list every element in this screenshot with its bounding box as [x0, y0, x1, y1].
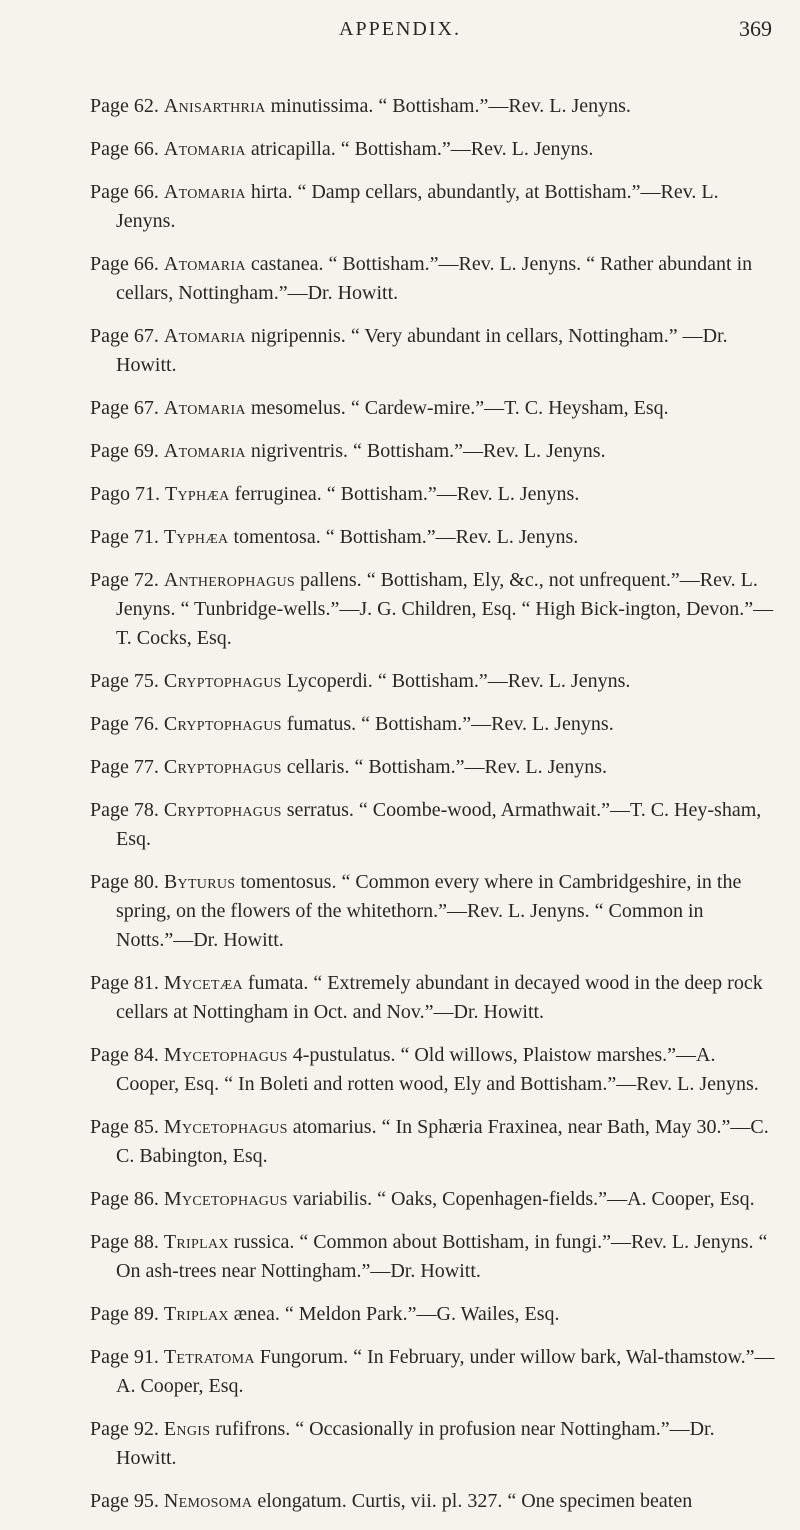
entry-note: “ In February, under willow bark, Wal-thamstow.”—A. Cooper, Esq.	[116, 1346, 775, 1397]
entry-genus: Atomaria	[163, 253, 246, 275]
entry-page-ref: Page 71.	[90, 526, 159, 548]
entry-page-ref: Page 91.	[90, 1346, 159, 1368]
entry-note: “ Bottisham.”—Rev. L. Jenyns.	[354, 756, 608, 778]
entry-note: “ Bottisham.”—Rev. L. Jenyns.	[325, 526, 579, 548]
entry-species: pallens.	[300, 569, 362, 591]
entry-genus: Typhæa	[163, 526, 229, 548]
list-item	[90, 1343, 780, 1401]
list-item	[90, 1300, 780, 1329]
entry-species: atomarius.	[292, 1116, 377, 1138]
entry-note: “ Common every where in Cambridgeshire, in the spring, on the flowers of the whitethorn.”—Rev. L. Jenyns. “ Common in Notts.”—Dr. Howitt.	[116, 871, 742, 951]
entry-species: russica.	[233, 1231, 295, 1253]
entry-note: “ Bottisham.”—Rev. L. Jenyns.	[326, 483, 580, 505]
entry-page-ref: Page 67.	[90, 325, 159, 347]
list-item	[90, 667, 780, 696]
entry-page-ref: Page 89.	[90, 1303, 159, 1325]
list-item	[90, 1487, 780, 1516]
entry-page-ref: Page 75.	[90, 670, 159, 692]
list-item	[90, 1415, 780, 1473]
list-item	[90, 1041, 780, 1099]
entry-page-ref: Page 76.	[90, 713, 159, 735]
entry-genus: Mycetophagus	[163, 1188, 288, 1210]
entry-genus: Atomaria	[163, 325, 246, 347]
entry-species: castanea.	[250, 253, 324, 275]
page-number: 369	[739, 16, 772, 41]
list-item	[90, 753, 780, 782]
entry-species: rufifrons.	[215, 1418, 291, 1440]
entry-note: “ Old willows, Plaistow marshes.”—A. Cooper, Esq. “ In Boleti and rotten wood, Ely and Bottisham.”—Rev. L. Jenyns.	[116, 1044, 759, 1095]
entry-note: “ Cardew-mire.”—T. C. Heysham, Esq.	[350, 397, 669, 419]
entries-list	[90, 92, 780, 1530]
entry-species: hirta.	[250, 181, 293, 203]
entry-note: “ Meldon Park.”—G. Wailes, Esq.	[284, 1303, 560, 1325]
entry-page-ref: Page 80.	[90, 871, 159, 893]
entry-species: ferruginea.	[234, 483, 322, 505]
list-item	[90, 178, 780, 236]
list-item	[90, 566, 780, 653]
entry-note: “ Extremely abundant in decayed wood in the deep rock cellars at Nottingham in Oct. and Nov.”—Dr. Howitt.	[116, 972, 763, 1023]
entry-species: atricapilla.	[250, 138, 336, 160]
entry-note: “ Bottisham.”—Rev. L. Jenyns.	[340, 138, 594, 160]
list-item	[90, 1228, 780, 1286]
list-item	[90, 1113, 780, 1171]
entry-species: Lycoperdi.	[286, 670, 373, 692]
entry-genus: Atomaria	[163, 440, 246, 462]
entry-genus: Antherophagus	[163, 569, 296, 591]
list-item	[90, 523, 780, 552]
entry-species: cellaris.	[286, 756, 350, 778]
entry-species: minutissima.	[270, 95, 374, 117]
entry-species: fumata.	[247, 972, 309, 994]
list-item	[90, 480, 780, 509]
list-item	[90, 322, 780, 380]
list-item	[90, 969, 780, 1027]
entry-species: nigripennis.	[250, 325, 346, 347]
list-item	[90, 868, 780, 955]
entry-page-ref: Page 88.	[90, 1231, 159, 1253]
entry-page-ref: Pago 71.	[90, 483, 160, 505]
entry-genus: Mycetophagus	[163, 1044, 288, 1066]
list-item	[90, 437, 780, 466]
entry-note: “ Bottisham.”—Rev. L. Jenyns.	[353, 440, 606, 462]
entry-page-ref: Page 78.	[90, 799, 159, 821]
entry-note: “ Occasionally in profusion near Nottingham.”—Dr. Howitt.	[116, 1418, 715, 1469]
entry-species: tomentosa.	[233, 526, 321, 548]
entry-genus: Cryptophagus	[163, 756, 282, 778]
list-item	[90, 1185, 780, 1214]
entry-page-ref: Page 86.	[90, 1188, 159, 1210]
entry-page-ref: Page 77.	[90, 756, 159, 778]
entry-genus: Triplax	[163, 1303, 229, 1325]
entry-note: “ Bottisham.”—Rev. L. Jenyns.	[377, 670, 631, 692]
list-item	[90, 394, 780, 423]
entry-genus: Triplax	[163, 1231, 229, 1253]
entry-page-ref: Page 72.	[90, 569, 159, 591]
entry-species: elongatum.	[257, 1490, 347, 1512]
entry-page-ref: Page 66.	[90, 181, 159, 203]
entry-note: “ Common about Bottisham, in fungi.”—Rev. L. Jenyns. “ On ash-trees near Nottingham.”—Dr. Howitt.	[116, 1231, 768, 1282]
list-item	[90, 710, 780, 739]
entry-genus: Tetratoma	[163, 1346, 255, 1368]
entry-note: Curtis, vii. pl. 327. “ One specimen beaten	[351, 1490, 693, 1512]
list-item	[90, 250, 780, 308]
entry-page-ref: Page 95.	[90, 1490, 159, 1512]
entry-genus: Atomaria	[163, 397, 246, 419]
entry-species: fumatus.	[286, 713, 357, 735]
entry-note: “ Bottisham.”—Rev. L. Jenyns.	[378, 95, 631, 117]
entry-note: “ Bottisham.”—Rev. L. Jenyns.	[361, 713, 614, 735]
entry-page-ref: Page 92.	[90, 1418, 159, 1440]
entry-note: “ Bottisham.”—Rev. L. Jenyns. “ Rather abundant in cellars, Nottingham.”—Dr. Howitt.	[116, 253, 753, 304]
entry-note: “ Coombe-wood, Armathwait.”—T. C. Hey-sham, Esq.	[116, 799, 762, 850]
entry-species: variabilis.	[292, 1188, 373, 1210]
entry-page-ref: Page 66.	[90, 138, 159, 160]
entry-genus: Engis	[163, 1418, 211, 1440]
running-head-title: APPENDIX.	[339, 18, 461, 40]
entry-page-ref: Page 66.	[90, 253, 159, 275]
entry-note: “ Damp cellars, abundantly, at Bottisham.”—Rev. L. Jenyns.	[116, 181, 719, 232]
entry-genus: Cryptophagus	[163, 713, 282, 735]
entry-genus: Cryptophagus	[163, 799, 282, 821]
entry-genus: Nemosoma	[163, 1490, 253, 1512]
entry-species: nigriventris.	[250, 440, 349, 462]
entry-genus: Mycetophagus	[163, 1116, 288, 1138]
entry-note: “ Bottisham, Ely, &c., not unfrequent.”—Rev. L. Jenyns. “ Tunbridge-wells.”—J. G. Children, Esq. “ High Bick-ington, Devon.”—T. Cocks, Esq.	[116, 569, 774, 649]
entry-species: tomentosus.	[240, 871, 337, 893]
entry-species: Fungorum.	[259, 1346, 349, 1368]
list-item	[90, 796, 780, 854]
entry-note: “ Oaks, Copenhagen-fields.”—A. Cooper, Esq.	[377, 1188, 755, 1210]
running-head	[0, 14, 800, 54]
entry-genus: Typhæa	[165, 483, 230, 505]
entry-genus: Cryptophagus	[163, 670, 282, 692]
list-item	[90, 92, 780, 121]
entry-genus: Anisarthria	[163, 95, 266, 117]
entry-page-ref: Page 69.	[90, 440, 159, 462]
entry-species: mesomelus.	[250, 397, 346, 419]
entry-genus: Byturus	[163, 871, 236, 893]
list-item	[90, 135, 780, 164]
entry-species: serratus.	[286, 799, 354, 821]
entry-species: ænea.	[233, 1303, 280, 1325]
entry-note: “ In Sphæria Fraxinea, near Bath, May 30.”—C. C. Babington, Esq.	[116, 1116, 769, 1167]
entry-genus: Mycetæa	[163, 972, 243, 994]
entry-page-ref: Page 84.	[90, 1044, 159, 1066]
entry-note: “ Very abundant in cellars, Nottingham.” —Dr. Howitt.	[116, 325, 728, 376]
entry-genus: Atomaria	[163, 181, 246, 203]
entry-page-ref: Page 81.	[90, 972, 159, 994]
entry-page-ref: Page 85.	[90, 1116, 159, 1138]
entry-genus: Atomaria	[163, 138, 246, 160]
entry-species: 4-pustulatus.	[292, 1044, 396, 1066]
entry-page-ref: Page 62.	[90, 95, 159, 117]
entry-page-ref: Page 67.	[90, 397, 159, 419]
